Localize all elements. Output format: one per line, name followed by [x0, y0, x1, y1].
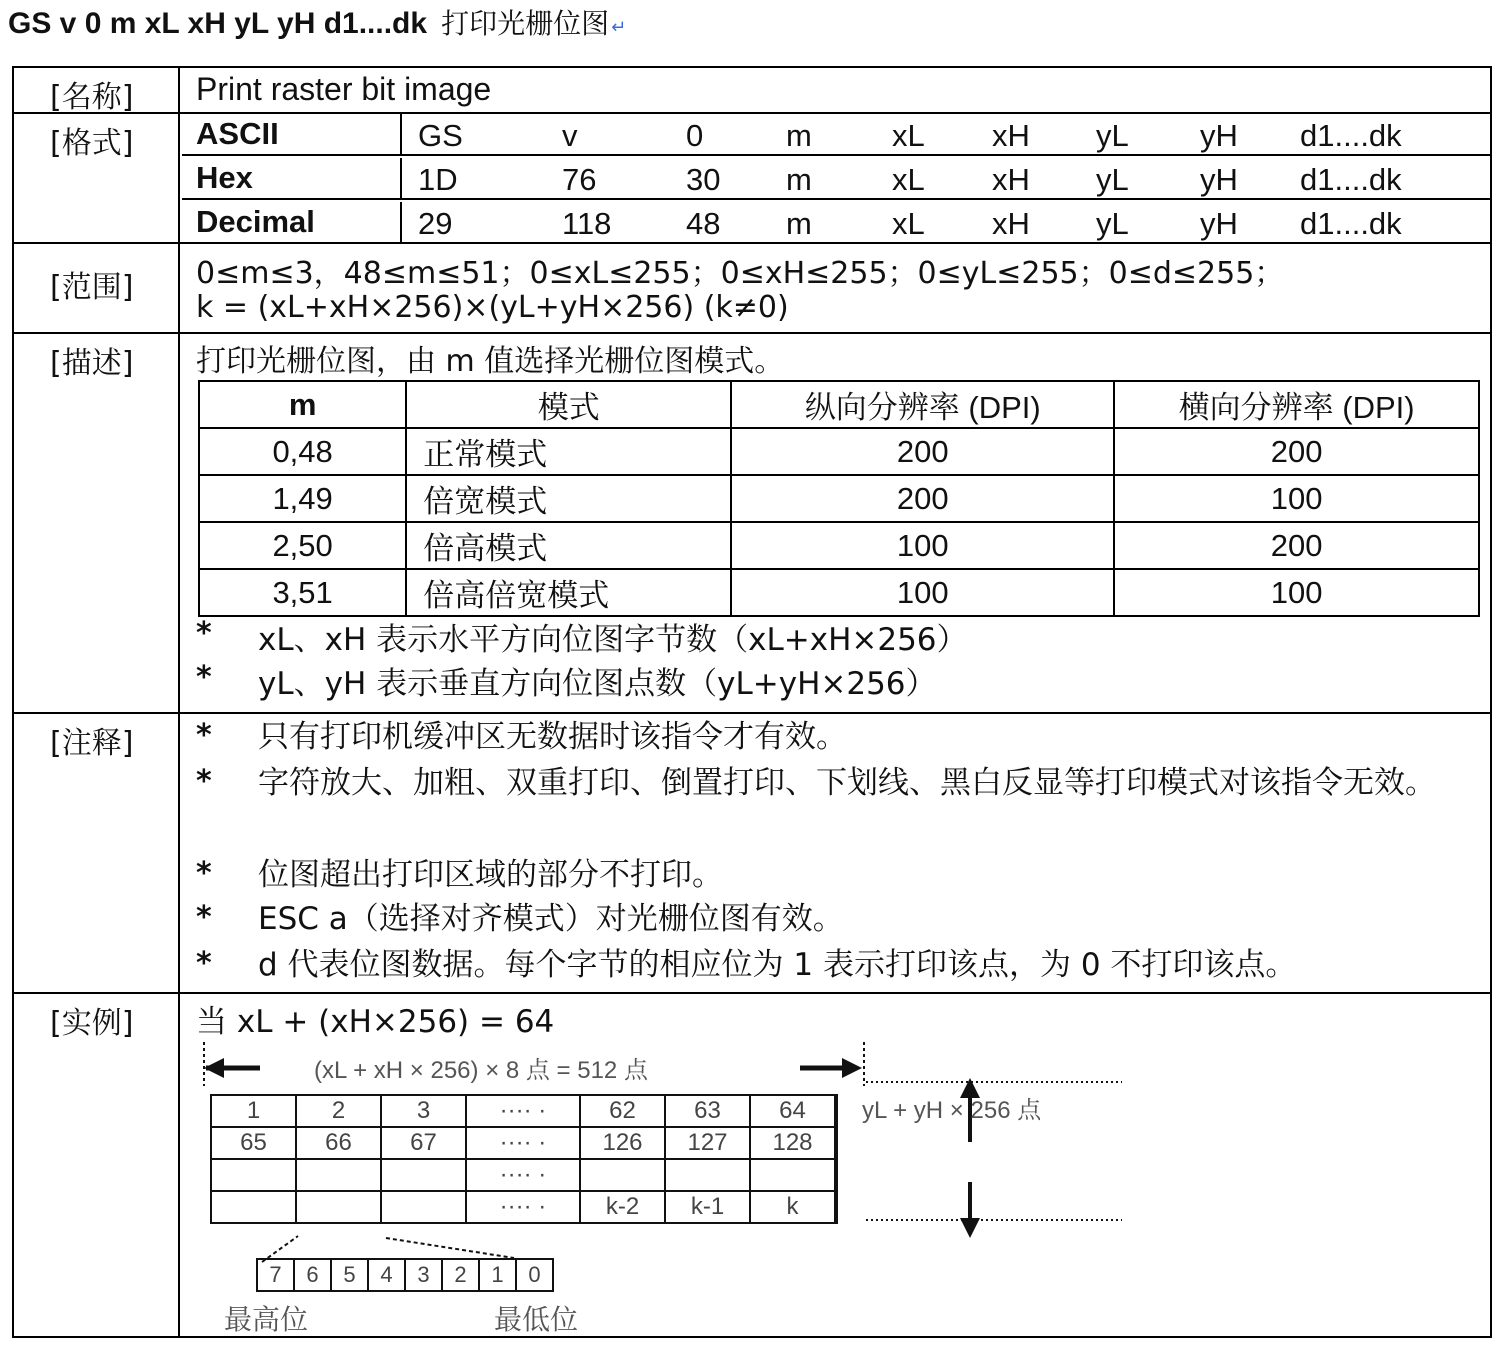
mode-table-cell: 200 — [1114, 428, 1479, 475]
bit-grid-cell: k — [750, 1191, 836, 1223]
row-range — [14, 244, 1490, 334]
bit-grid-cell: 62 — [580, 1095, 665, 1127]
note-4: ESC a（选择对齐模式）对光栅位图有效。 — [258, 901, 844, 937]
label-description: [描述] — [14, 334, 180, 712]
bit-grid-cell — [296, 1191, 381, 1223]
bit-grid-cell: ···· · — [466, 1159, 580, 1191]
note-2: 字符放大、加粗、双重打印、倒置打印、下划线、黑白反显等打印模式对该指令无效。 — [258, 765, 1436, 801]
row-format — [14, 114, 1490, 244]
bit-grid-cell: 2 — [296, 1095, 381, 1127]
format-row-label: Hex — [182, 158, 402, 198]
bit-grid-cell — [750, 1159, 836, 1191]
command-title: 打印光栅位图 — [441, 7, 610, 40]
format-value: yH — [1200, 162, 1238, 197]
format-value: 118 — [562, 206, 612, 241]
doc-heading — [8, 2, 626, 42]
bit-grid-cell — [665, 1159, 750, 1191]
format-value: yH — [1200, 206, 1238, 241]
format-value: m — [786, 206, 812, 241]
raster-bit-grid — [210, 1094, 838, 1224]
format-row — [182, 114, 1490, 156]
row-name — [14, 68, 1490, 114]
return-mark-icon: ↵ — [611, 17, 627, 38]
width-label: (xL + xH × 256) × 8 点 = 512 点 — [314, 1057, 648, 1084]
lsb-label: 最低位 — [494, 1304, 579, 1335]
format-value: xH — [992, 162, 1030, 197]
format-value: GS — [418, 118, 463, 153]
command-spec-table — [12, 66, 1492, 1338]
bullet-mark: * — [196, 660, 212, 695]
bit-grid-cell — [296, 1159, 381, 1191]
bit-cell: 2 — [442, 1259, 479, 1291]
format-value: v — [562, 118, 578, 153]
byte-bit-order — [256, 1258, 554, 1292]
note-5: d 代表位图数据。每个字节的相应位为 1 表示打印该点，为 0 不打印该点。 — [258, 947, 1297, 983]
bullet-mark: * — [196, 764, 212, 799]
format-value: xL — [892, 206, 925, 241]
note-3: 位图超出打印区域的部分不打印。 — [258, 857, 723, 893]
bit-grid-cell — [580, 1159, 665, 1191]
bit-grid-cell: 67 — [381, 1127, 466, 1159]
mode-table-cell: 200 — [731, 475, 1114, 522]
mode-table-cell: 2,50 — [199, 522, 406, 569]
mode-table-cell: 200 — [1114, 522, 1479, 569]
mode-table-cell: 100 — [1114, 569, 1479, 616]
format-value: xH — [992, 118, 1030, 153]
format-grid — [182, 114, 1490, 242]
bullet-mark: * — [196, 616, 212, 651]
bit-grid-cell: 3 — [381, 1095, 466, 1127]
bit-grid-cell: 63 — [665, 1095, 750, 1127]
bullet-mark: * — [196, 856, 212, 891]
bullet-mark: * — [196, 718, 212, 753]
mode-table-header: 模式 — [406, 381, 731, 428]
example-intro: 当 xL + (xH×256) = 64 — [196, 1004, 555, 1040]
format-row-label: ASCII — [182, 114, 402, 154]
format-row — [182, 158, 1490, 200]
bit-grid-cell: 1 — [211, 1095, 296, 1127]
label-name: [名称] — [14, 68, 180, 112]
desc-bullet-2: yL、yH 表示垂直方向位图点数（yL+yH×256） — [258, 666, 937, 702]
bit-grid-cell: ···· · — [466, 1127, 580, 1159]
format-value: yL — [1096, 162, 1129, 197]
mode-table-cell: 100 — [731, 569, 1114, 616]
bit-cell: 5 — [331, 1259, 368, 1291]
bit-cell: 3 — [405, 1259, 442, 1291]
bit-grid-row — [211, 1095, 836, 1127]
bit-cell: 7 — [257, 1259, 294, 1291]
mode-table-cell: 倍高模式 — [406, 522, 731, 569]
bit-grid-cell: ···· · — [466, 1191, 580, 1223]
bit-grid-row — [211, 1127, 836, 1159]
command-name: Print raster bit image — [196, 71, 492, 107]
format-value: xL — [892, 118, 925, 153]
mode-table-row — [199, 569, 1479, 616]
bit-grid-cell: 128 — [750, 1127, 836, 1159]
mode-table-header: m — [199, 381, 406, 428]
format-value: m — [786, 162, 812, 197]
bit-grid-cell: 127 — [665, 1127, 750, 1159]
mode-table-header: 横向分辨率 (DPI) — [1114, 381, 1479, 428]
format-value: yL — [1096, 206, 1129, 241]
format-value: 29 — [418, 206, 453, 241]
format-value: d1....dk — [1300, 118, 1402, 153]
mode-table-cell: 倍高倍宽模式 — [406, 569, 731, 616]
mode-table-row — [199, 428, 1479, 475]
range-line-1: 0≤m≤3，48≤m≤51；0≤xL≤255；0≤xH≤255；0≤yL≤255；0≤d≤255； — [196, 256, 1285, 291]
bit-grid-cell: 126 — [580, 1127, 665, 1159]
format-value: m — [786, 118, 812, 153]
bit-cell: 6 — [294, 1259, 331, 1291]
mode-table-cell: 100 — [731, 522, 1114, 569]
range-line-2: k = (xL+xH×256)×(yL+yH×256) (k≠0) — [196, 290, 789, 325]
format-row — [182, 202, 1490, 244]
mode-table-cell: 200 — [731, 428, 1114, 475]
note-1: 只有打印机缓冲区无数据时该指令才有效。 — [258, 719, 847, 755]
format-value: d1....dk — [1300, 162, 1402, 197]
bit-grid-cell: 64 — [750, 1095, 836, 1127]
bullet-mark: * — [196, 900, 212, 935]
mode-table-header: 纵向分辨率 (DPI) — [731, 381, 1114, 428]
format-value: 48 — [686, 206, 721, 241]
mode-table-row — [199, 475, 1479, 522]
bit-cell: 0 — [516, 1259, 553, 1291]
format-value: xH — [992, 206, 1030, 241]
mode-table-row — [199, 522, 1479, 569]
mode-table-cell: 100 — [1114, 475, 1479, 522]
bit-grid-cell — [381, 1159, 466, 1191]
label-range: [范围] — [14, 244, 180, 332]
bit-grid-cell — [211, 1159, 296, 1191]
label-notes: [注释] — [14, 714, 180, 992]
height-label: yL + yH × 256 点 — [862, 1097, 1042, 1124]
bit-cell: 1 — [479, 1259, 516, 1291]
bit-grid-cell: 66 — [296, 1127, 381, 1159]
row-notes — [14, 714, 1490, 994]
mode-table — [198, 380, 1480, 617]
description-intro: 打印光栅位图，由 m 值选择光栅位图模式。 — [196, 344, 785, 379]
mode-table-cell: 3,51 — [199, 569, 406, 616]
msb-label: 最高位 — [224, 1304, 309, 1335]
format-row-label: Decimal — [182, 202, 402, 244]
mode-table-cell: 正常模式 — [406, 428, 731, 475]
format-value: yH — [1200, 118, 1238, 153]
bullet-mark: * — [196, 946, 212, 981]
format-value: 30 — [686, 162, 721, 197]
label-example: [实例] — [14, 994, 180, 1336]
bit-grid-row — [211, 1159, 836, 1191]
bit-grid-cell: ···· · — [466, 1095, 580, 1127]
format-value: 0 — [686, 118, 704, 153]
label-format: [格式] — [14, 114, 180, 242]
bit-grid-cell: k-1 — [665, 1191, 750, 1223]
command-syntax: GS v 0 m xL xH yL yH d1....dk — [8, 7, 428, 40]
row-example — [14, 994, 1490, 1336]
format-value: yL — [1096, 118, 1129, 153]
bit-grid-row — [211, 1191, 836, 1223]
bit-grid-cell: 65 — [211, 1127, 296, 1159]
bit-grid-cell — [381, 1191, 466, 1223]
bit-grid-cell: k-2 — [580, 1191, 665, 1223]
format-value: xL — [892, 162, 925, 197]
desc-bullet-1: xL、xH 表示水平方向位图字节数（xL+xH×256） — [258, 622, 968, 658]
format-value: d1....dk — [1300, 206, 1402, 241]
format-value: 1D — [418, 162, 458, 197]
mode-table-cell: 0,48 — [199, 428, 406, 475]
row-description — [14, 334, 1490, 714]
bit-grid-cell — [211, 1191, 296, 1223]
mode-table-cell: 1,49 — [199, 475, 406, 522]
mode-table-cell: 倍宽模式 — [406, 475, 731, 522]
bit-cell: 4 — [368, 1259, 405, 1291]
format-value: 76 — [562, 162, 597, 197]
